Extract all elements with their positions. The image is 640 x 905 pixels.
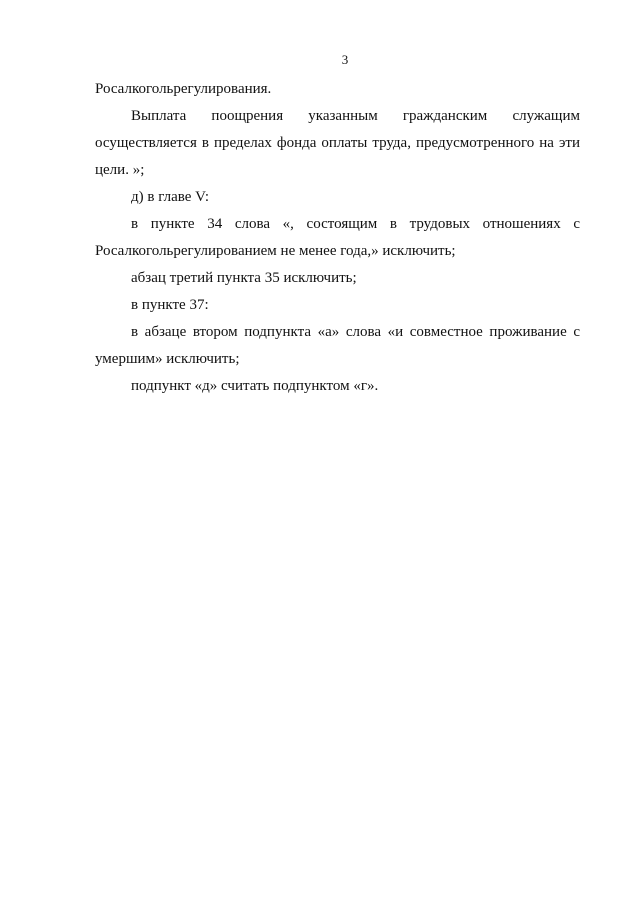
paragraph: [95, 292, 580, 319]
document-body: [95, 76, 580, 400]
paragraph: [95, 319, 580, 373]
text-line: осуществляется в пределах фонда оплаты труда, предусмотренного на эти: [95, 135, 580, 151]
text-line: Росалкогольрегулированием не менее года,» исключить;: [95, 243, 456, 259]
paragraph: [95, 265, 580, 292]
text-line: д) в главе V:: [131, 189, 210, 205]
paragraph: [95, 76, 580, 103]
paragraph: [95, 211, 580, 265]
text-line: абзац третий пункта 35 исключить;: [131, 270, 357, 286]
paragraph: [95, 373, 580, 400]
page-number: 3: [341, 52, 349, 67]
text-line: в пункте 34 слова «, состоящим в трудовых отношениях с: [131, 216, 580, 232]
text-line: умершим» исключить;: [95, 351, 240, 367]
paragraph: [95, 103, 580, 184]
text-line: цели. »;: [95, 162, 145, 178]
text-line: Росалкогольрегулирования.: [95, 81, 272, 97]
text-line: в абзаце втором подпункта «а» слова «и совместное проживание с: [131, 324, 580, 340]
text-line: подпункт «д» считать подпунктом «г».: [131, 378, 379, 394]
text-line: Выплата поощрения указанным гражданским служащим: [131, 108, 580, 124]
paragraph: [95, 184, 580, 211]
text-line: в пункте 37:: [131, 297, 209, 313]
